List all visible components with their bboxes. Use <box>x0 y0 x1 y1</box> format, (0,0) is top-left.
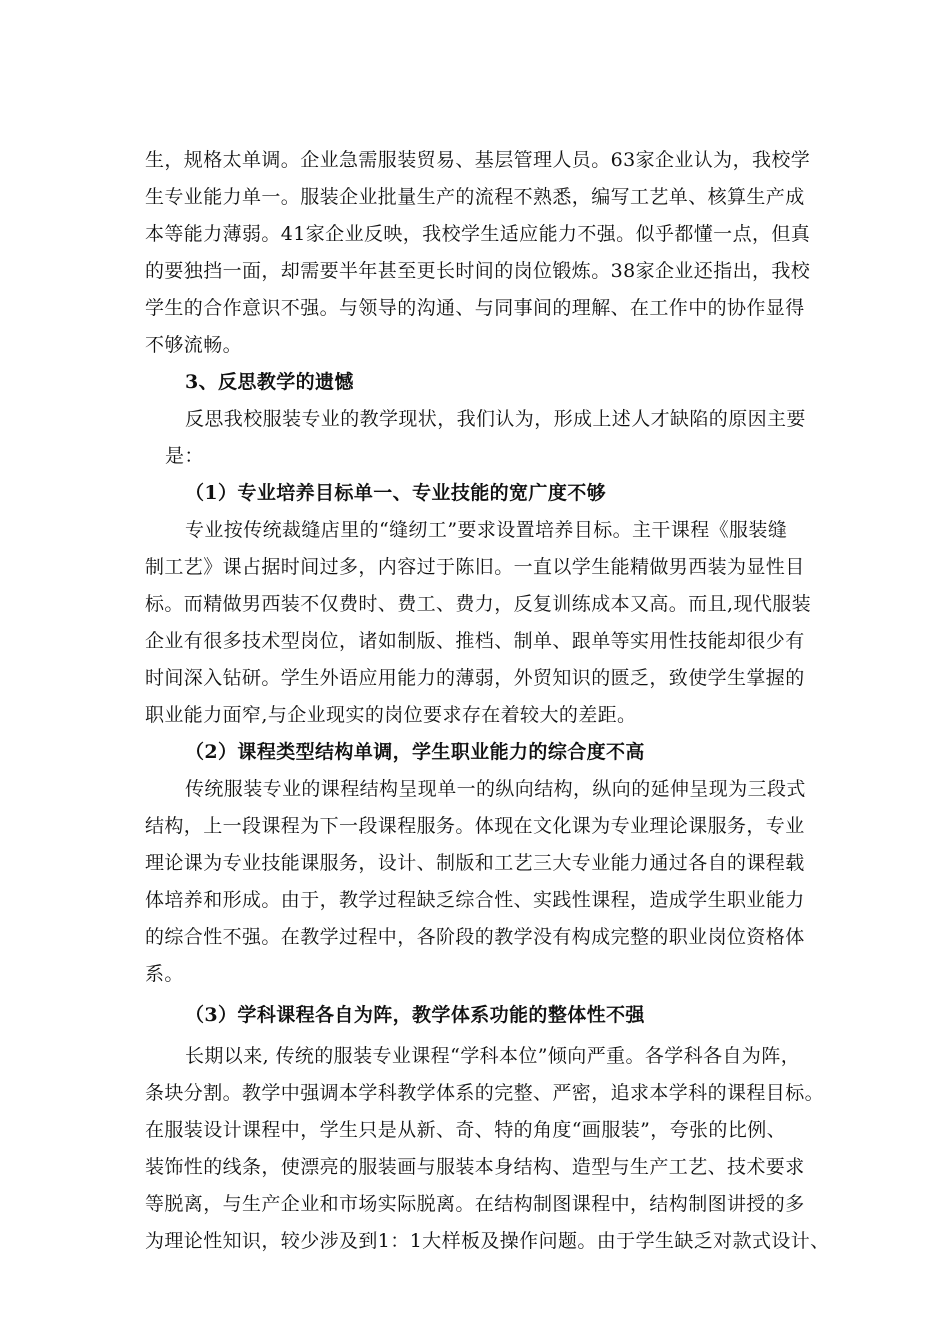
subsection-heading: （3）学科课程各自为阵，教学体系功能的整体性不强 <box>185 1004 645 1026</box>
body-text-line: 体培养和形成。由于，教学过程缺乏综合性、实践性课程，造成学生职业能力 <box>145 889 805 911</box>
body-text-line: 结构，上一段课程为下一段课程服务。体现在文化课为专业理论课服务，专业 <box>145 815 805 837</box>
body-text-line: 标。而精做男西装不仅费时、费工、费力，反复训练成本又高。而且,现代服装 <box>145 593 812 615</box>
body-text-line: 的综合性不强。在教学过程中，各阶段的教学没有构成完整的职业岗位资格体 <box>145 926 805 948</box>
body-text-line: 职业能力面窄,与企业现实的岗位要求存在着较大的差距。 <box>145 704 637 726</box>
body-text-line: 不够流畅。 <box>145 334 243 356</box>
body-text-line: 在服装设计课程中，学生只是从新、奇、特的角度“画服装”，夸张的比例、 <box>145 1119 787 1141</box>
body-text-line: 生，规格太单调。企业急需服装贸易、基层管理人员。63家企业认为，我校学 <box>145 149 811 171</box>
body-text-line: 反思我校服装专业的教学现状，我们认为，形成上述人才缺陷的原因主要 <box>185 408 806 430</box>
body-text-line: 时间深入钻研。学生外语应用能力的薄弱，外贸知识的匮乏，致使学生掌握的 <box>145 667 805 689</box>
subsection-heading: （1）专业培养目标单一、专业技能的宽广度不够 <box>185 482 607 504</box>
body-text-line: 企业有很多技术型岗位，诸如制版、推档、制单、跟单等实用性技能却很少有 <box>145 630 805 652</box>
body-text-line: 专业按传统裁缝店里的“缝纫工”要求设置培养目标。主干课程《服装缝 <box>185 519 788 541</box>
body-text-line: 生专业能力单一。服装企业批量生产的流程不熟悉，编写工艺单、核算生产成 <box>145 186 805 208</box>
body-text-line: 等脱离，与生产企业和市场实际脱离。在结构制图课程中，结构制图讲授的多 <box>145 1193 805 1215</box>
body-text-line: 制工艺》课占据时间过多，内容过于陈旧。一直以学生能精做男西装为显性目 <box>145 556 805 578</box>
body-text-line: 装饰性的线条，使漂亮的服装画与服装本身结构、造型与生产工艺、技术要求 <box>145 1156 805 1178</box>
section-heading: 3、反思教学的遗憾 <box>185 371 354 393</box>
body-text-line: 长期以来, 传统的服装专业课程“学科本位”倾向严重。各学科各自为阵， <box>185 1045 801 1067</box>
body-text-line: 本等能力薄弱。41家企业反映，我校学生适应能力不强。似乎都懂一点，但真 <box>145 223 811 245</box>
body-text-line: 条块分割。教学中强调本学科教学体系的完整、严密，追求本学科的课程目标。 <box>145 1082 825 1104</box>
body-text-line: 的要独挡一面，却需要半年甚至更长时间的岗位锻炼。38家企业还指出，我校 <box>145 260 811 282</box>
subsection-heading: （2）课程类型结构单调，学生职业能力的综合度不高 <box>185 741 645 763</box>
body-text-line: 传统服装专业的课程结构呈现单一的纵向结构，纵向的延伸呈现为三段式 <box>185 778 806 800</box>
body-text-line: 理论课为专业技能课服务，设计、制版和工艺三大专业能力通过各自的课程载 <box>145 852 805 874</box>
body-text-line: 系。 <box>145 963 184 985</box>
body-text-line: 是： <box>165 445 204 467</box>
body-text-line: 为理论性知识，较少涉及到1：1大样板及操作问题。由于学生缺乏对款式设计、 <box>145 1230 830 1252</box>
body-text-line: 学生的合作意识不强。与领导的沟通、与同事间的理解、在工作中的协作显得 <box>145 297 805 319</box>
